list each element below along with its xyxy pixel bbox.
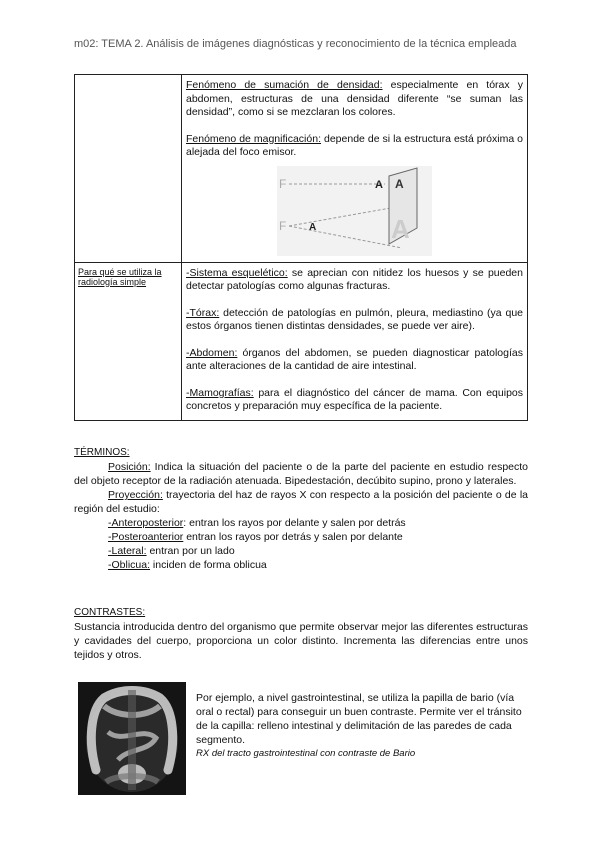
contrastes-title: CONTRASTES:: [74, 607, 146, 618]
object-label-far: A: [309, 221, 317, 233]
list-item: [74, 516, 528, 530]
use-item: [186, 267, 523, 294]
content-table: [74, 74, 528, 421]
terminos-title: TÉRMINOS:: [74, 447, 130, 458]
magnification-figure: [277, 166, 432, 256]
list-term: -Oblicua:: [108, 559, 151, 571]
use-term: -Sistema esquelético:: [186, 266, 288, 279]
use-term: -Tórax:: [186, 306, 220, 319]
use-item: [186, 387, 523, 414]
image-label-far: A: [391, 213, 410, 244]
list-term: -Lateral:: [108, 545, 147, 557]
proyeccion-term: Proyección:: [108, 489, 163, 501]
list-item: [74, 558, 528, 572]
list-term: -Posteroanterior: [108, 531, 184, 543]
magnificacion-paragraph: [186, 133, 523, 160]
posicion-paragraph: [74, 460, 528, 488]
table-row: [75, 75, 528, 263]
table-row: [75, 262, 528, 420]
use-text: se aprecian con nitidez los huesos y se pueden detectar patologías como algunas fracturas.: [186, 266, 523, 292]
use-term: -Mamografías:: [186, 386, 254, 399]
list-text: entran por un lado: [146, 545, 235, 557]
magnificacion-text: depende de si la estructura está próxima o alejada del foco emisor.: [186, 132, 523, 158]
list-text: entran los rayos por detrás y salen por delante: [183, 531, 403, 543]
use-text: para el diagnóstico del cáncer de mama. Con equipos concretos y preparación muy específica de la paciente.: [186, 386, 523, 412]
magnificacion-term: Fenómeno de magnificación:: [186, 132, 321, 145]
xray-illustration: [78, 682, 186, 795]
focus-label-top: F: [279, 176, 287, 191]
image-caption: RX del tracto gastrointestinal con contraste de Bario: [196, 748, 416, 759]
uses-cell: [182, 262, 528, 420]
list-term: -Anteroposterior: [108, 517, 184, 529]
list-item: [74, 544, 528, 558]
sumacion-paragraph: [186, 79, 523, 120]
list-text: : entran los rayos por delante y salen por detrás: [183, 517, 406, 529]
page-header: m02: TEMA 2. Análisis de imágenes diagnósticas y reconocimiento de la técnica empleada: [74, 38, 517, 50]
phenomena-cell: [182, 75, 528, 263]
proyeccion-text: trayectoria del haz de rayos X con respecto a la posición del paciente o de la región del estudio:: [74, 489, 528, 515]
use-text: órganos del abdomen, se pueden diagnosticar patologías ante alteraciones de la cantidad de aire intestinal.: [186, 346, 523, 372]
proyeccion-paragraph: [74, 488, 528, 516]
example-block: [196, 691, 528, 761]
contrastes-text: Sustancia introducida dentro del organismo que permite observar mejor las diferentes estructuras y cavidades del cuerpo, proporciona un color distinto. Incrementa las diferencias entre unos tejidos y otros.: [74, 621, 528, 661]
posicion-text: Indica la situación del paciente o de la parte del paciente en estudio respecto del objeto receptor de la radiación atenuada. Bipedestación, decúbito supino, prono y laterales.: [74, 461, 528, 487]
posicion-term: Posición:: [108, 461, 151, 473]
sumacion-text: especialmente en tórax y abdomen, estructuras de una densidad diferente “se suman las densidad”, como si se mezclaran los colores.: [186, 79, 523, 118]
use-term: -Abdomen:: [186, 346, 238, 359]
uses-label: Para qué se utiliza la radiología simple: [78, 266, 162, 287]
empty-label-cell: [75, 75, 182, 263]
list-text: inciden de forma oblicua: [150, 559, 267, 571]
list-item: [74, 530, 528, 544]
terminos-section: [74, 446, 528, 572]
focus-label-bottom: F: [279, 218, 287, 233]
sumacion-term: Fenómeno de sumación de densidad:: [186, 79, 383, 91]
barium-xray-image: [78, 682, 186, 795]
uses-label-cell: [75, 262, 182, 420]
contrastes-section: [74, 606, 528, 662]
use-item: [186, 307, 523, 334]
image-label-near: A: [395, 176, 404, 191]
use-item: [186, 347, 523, 374]
example-text: Por ejemplo, a nivel gastrointestinal, se utiliza la papilla de bario (vía oral o rectal) para conseguir un buen contraste. Permite ver el tránsito de la capilla: relleno intestinal y delimitación de las paredes de cada segmento.: [196, 692, 522, 746]
magnification-diagram: [277, 166, 432, 256]
use-text: detección de patologías en pulmón, pleura, mediastino (ya que estos órganos tienen distintas densidades, se puede ver aire).: [186, 306, 523, 332]
object-label-near: A: [375, 178, 383, 191]
